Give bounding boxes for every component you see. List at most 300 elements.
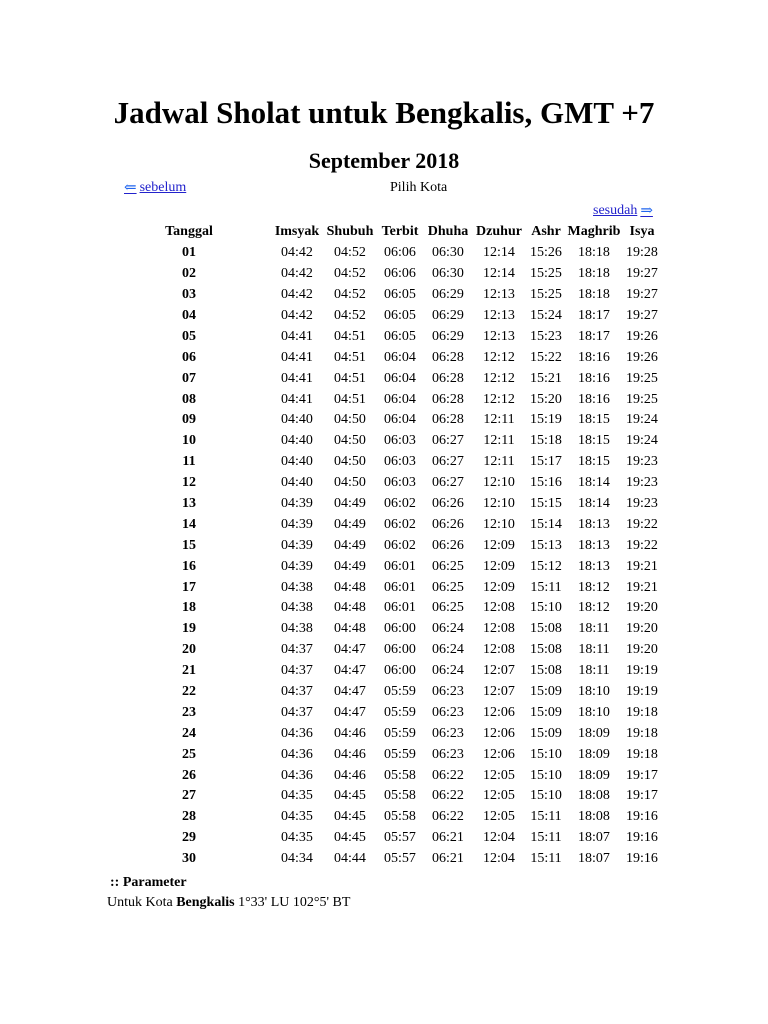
time-cell: 12:09 (483, 558, 515, 574)
time-cell: 06:00 (384, 621, 416, 637)
time-cell: 18:14 (578, 475, 610, 491)
time-cell: 15:08 (530, 642, 562, 658)
time-cell: 15:23 (530, 328, 562, 344)
row-spacer (230, 849, 270, 870)
time-cell: 04:46 (334, 767, 366, 783)
time-cell: 04:35 (281, 830, 313, 846)
time-cell: 19:20 (626, 600, 658, 616)
row-spacer (230, 702, 270, 723)
time-cell: 12:06 (483, 725, 515, 741)
time-cell: 15:15 (530, 496, 562, 512)
row-spacer (230, 306, 270, 327)
time-cell: 19:22 (626, 537, 658, 553)
date-cell: 03 (182, 287, 196, 303)
time-cell: 04:40 (281, 475, 313, 491)
time-cell: 04:42 (281, 308, 313, 323)
time-cell: 04:38 (281, 621, 313, 637)
prayer-times-table (148, 222, 662, 870)
time-cell: 04:42 (281, 245, 313, 261)
row-spacer (230, 661, 270, 682)
time-cell: 06:29 (432, 308, 464, 323)
time-cell: 04:45 (334, 809, 366, 825)
time-cell: 04:50 (334, 433, 366, 449)
time-cell: 06:04 (384, 349, 416, 365)
time-cell: 19:20 (626, 642, 658, 658)
time-cell: 12:14 (483, 245, 515, 261)
time-cell: 06:24 (432, 663, 464, 679)
time-cell: 04:39 (281, 516, 313, 532)
time-cell: 04:48 (334, 579, 366, 595)
time-cell: 04:35 (281, 788, 313, 804)
time-cell: 06:06 (384, 266, 416, 282)
time-cell: 06:01 (384, 600, 416, 616)
time-cell: 15:17 (530, 454, 562, 470)
time-cell: 15:19 (530, 412, 562, 428)
parameter-coords: 1°33' LU 102°5' BT (234, 895, 351, 910)
time-cell: 15:22 (530, 349, 562, 365)
date-cell: 09 (182, 412, 196, 428)
time-cell: 12:11 (483, 412, 515, 428)
time-cell: 19:20 (626, 621, 658, 637)
time-cell: 04:36 (281, 725, 313, 741)
time-cell: 04:50 (334, 412, 366, 428)
row-spacer (230, 786, 270, 807)
time-cell: 18:16 (578, 349, 610, 365)
time-cell: 12:06 (483, 704, 515, 720)
row-spacer (230, 682, 270, 703)
date-cell: 04 (182, 308, 196, 323)
time-cell: 04:37 (281, 684, 313, 700)
time-cell: 05:58 (384, 809, 416, 825)
time-cell: 18:10 (578, 684, 610, 700)
time-cell: 04:50 (334, 475, 366, 491)
table-row (148, 306, 662, 327)
time-cell: 04:44 (334, 851, 366, 867)
time-cell: 04:38 (281, 579, 313, 595)
time-cell: 06:29 (432, 328, 464, 344)
date-cell: 22 (182, 684, 196, 700)
date-cell: 10 (182, 433, 196, 449)
table-row (148, 347, 662, 368)
table-row (148, 410, 662, 431)
row-spacer (230, 452, 270, 473)
column-header: Shubuh (326, 224, 374, 240)
time-cell: 04:52 (334, 308, 366, 323)
date-cell: 20 (182, 642, 196, 658)
time-cell: 05:58 (384, 767, 416, 783)
table-row (148, 431, 662, 452)
time-cell: 15:08 (530, 663, 562, 679)
time-cell: 06:06 (384, 245, 416, 261)
table-row (148, 682, 662, 703)
time-cell: 06:00 (384, 642, 416, 658)
time-cell: 12:05 (483, 809, 515, 825)
time-cell: 04:50 (334, 454, 366, 470)
table-row (148, 556, 662, 577)
time-cell: 06:22 (432, 767, 464, 783)
column-header: Terbit (381, 224, 419, 240)
table-row (148, 452, 662, 473)
time-cell: 06:21 (432, 830, 464, 846)
time-cell: 06:05 (384, 287, 416, 303)
time-cell: 06:22 (432, 809, 464, 825)
date-cell: 12 (182, 475, 196, 491)
time-cell: 04:49 (334, 516, 366, 532)
parameter-city: Bengkalis (176, 895, 235, 910)
table-body (148, 243, 662, 870)
row-spacer (230, 744, 270, 765)
time-cell: 04:39 (281, 537, 313, 553)
time-cell: 04:52 (334, 245, 366, 261)
date-cell: 19 (182, 621, 196, 637)
time-cell: 19:17 (626, 788, 658, 804)
column-header: Ashr (531, 224, 561, 240)
table-row (148, 473, 662, 494)
header-spacer (230, 222, 270, 243)
time-cell: 06:27 (432, 433, 464, 449)
time-cell: 15:10 (530, 746, 562, 762)
date-cell: 30 (182, 851, 196, 867)
date-cell: 14 (182, 516, 196, 532)
time-cell: 19:23 (626, 475, 658, 491)
date-cell: 06 (182, 349, 196, 365)
time-cell: 18:15 (578, 412, 610, 428)
time-cell: 06:03 (384, 433, 416, 449)
time-cell: 04:35 (281, 809, 313, 825)
time-cell: 15:10 (530, 788, 562, 804)
time-cell: 04:41 (281, 328, 313, 344)
date-cell: 05 (182, 328, 196, 344)
time-cell: 18:08 (578, 809, 610, 825)
next-month-link[interactable] (593, 202, 653, 220)
time-cell: 04:38 (281, 600, 313, 616)
date-cell: 24 (182, 725, 196, 741)
time-cell: 12:08 (483, 642, 515, 658)
table-row (148, 786, 662, 807)
table-row (148, 243, 662, 264)
time-cell: 04:40 (281, 433, 313, 449)
row-spacer (230, 640, 270, 661)
time-cell: 12:07 (483, 684, 515, 700)
time-cell: 04:52 (334, 266, 366, 282)
date-cell: 17 (182, 579, 196, 595)
time-cell: 15:24 (530, 308, 562, 323)
parameter-prefix: Untuk Kota (107, 895, 177, 910)
time-cell: 04:36 (281, 746, 313, 762)
time-cell: 19:25 (626, 370, 658, 386)
time-cell: 15:25 (530, 266, 562, 282)
time-cell: 19:19 (626, 663, 658, 679)
column-header: Isya (629, 224, 655, 240)
table-row (148, 702, 662, 723)
time-cell: 06:26 (432, 516, 464, 532)
time-cell: 12:08 (483, 621, 515, 637)
header-row (148, 222, 662, 243)
date-cell: 07 (182, 370, 196, 386)
time-cell: 06:01 (384, 579, 416, 595)
time-cell: 04:42 (281, 266, 313, 282)
time-cell: 04:36 (281, 767, 313, 783)
time-cell: 19:18 (626, 725, 658, 741)
table-row (148, 389, 662, 410)
time-cell: 18:17 (578, 308, 610, 323)
time-cell: 06:28 (432, 391, 464, 407)
time-cell: 15:26 (530, 245, 562, 261)
table-row (148, 807, 662, 828)
time-cell: 12:10 (483, 475, 515, 491)
time-cell: 19:21 (626, 558, 658, 574)
time-cell: 04:45 (334, 788, 366, 804)
time-cell: 06:05 (384, 328, 416, 344)
row-spacer (230, 264, 270, 285)
time-cell: 19:28 (626, 245, 658, 261)
row-spacer (230, 431, 270, 452)
table-row (148, 535, 662, 556)
time-cell: 05:59 (384, 684, 416, 700)
time-cell: 18:16 (578, 391, 610, 407)
time-cell: 18:11 (578, 621, 610, 637)
time-cell: 06:23 (432, 725, 464, 741)
time-cell: 04:48 (334, 600, 366, 616)
time-cell: 15:10 (530, 767, 562, 783)
time-cell: 18:09 (578, 746, 610, 762)
date-cell: 11 (182, 454, 196, 470)
time-cell: 06:02 (384, 537, 416, 553)
time-cell: 19:23 (626, 496, 658, 512)
time-cell: 04:34 (281, 851, 313, 867)
time-cell: 04:42 (281, 287, 313, 303)
table-row (148, 368, 662, 389)
time-cell: 06:25 (432, 600, 464, 616)
time-cell: 04:39 (281, 496, 313, 512)
time-cell: 19:16 (626, 830, 658, 846)
prev-month-link[interactable] (124, 179, 186, 197)
time-cell: 06:25 (432, 558, 464, 574)
time-cell: 04:40 (281, 454, 313, 470)
time-cell: 15:11 (530, 851, 562, 867)
time-cell: 15:11 (530, 579, 562, 595)
time-cell: 12:10 (483, 516, 515, 532)
time-cell: 06:23 (432, 704, 464, 720)
time-cell: 06:26 (432, 537, 464, 553)
time-cell: 04:46 (334, 725, 366, 741)
row-spacer (230, 473, 270, 494)
row-spacer (230, 514, 270, 535)
table-header (148, 222, 662, 243)
time-cell: 18:17 (578, 328, 610, 344)
time-cell: 06:28 (432, 412, 464, 428)
time-cell: 06:01 (384, 558, 416, 574)
time-cell: 19:24 (626, 433, 658, 449)
table-row (148, 264, 662, 285)
time-cell: 04:49 (334, 496, 366, 512)
table-row (148, 744, 662, 765)
time-cell: 12:06 (483, 746, 515, 762)
time-cell: 18:12 (578, 600, 610, 616)
time-cell: 06:04 (384, 391, 416, 407)
time-cell: 12:10 (483, 496, 515, 512)
column-header: Imsyak (274, 224, 320, 240)
time-cell: 19:22 (626, 516, 658, 532)
date-cell: 27 (182, 788, 196, 804)
pilih-kota-link[interactable]: Pilih Kota (390, 180, 448, 195)
table-row (148, 577, 662, 598)
row-spacer (230, 556, 270, 577)
time-cell: 19:25 (626, 391, 658, 407)
time-cell: 04:49 (334, 558, 366, 574)
time-cell: 06:04 (384, 370, 416, 386)
time-cell: 18:14 (578, 496, 610, 512)
arrow-right-icon: ⇒ (640, 203, 653, 219)
time-cell: 18:16 (578, 370, 610, 386)
time-cell: 12:09 (483, 537, 515, 553)
time-cell: 06:24 (432, 642, 464, 658)
row-spacer (230, 619, 270, 640)
time-cell: 18:11 (578, 663, 610, 679)
time-cell: 18:13 (578, 558, 610, 574)
row-spacer (230, 723, 270, 744)
time-cell: 19:16 (626, 809, 658, 825)
time-cell: 19:27 (626, 287, 658, 303)
time-cell: 06:03 (384, 454, 416, 470)
time-cell: 12:12 (483, 370, 515, 386)
row-spacer (230, 326, 270, 347)
time-cell: 04:40 (281, 412, 313, 428)
time-cell: 12:11 (483, 433, 515, 449)
time-cell: 06:02 (384, 516, 416, 532)
time-cell: 15:14 (530, 516, 562, 532)
table-row (148, 828, 662, 849)
table-row (148, 619, 662, 640)
table-row (148, 514, 662, 535)
time-cell: 15:10 (530, 600, 562, 616)
time-cell: 05:59 (384, 725, 416, 741)
time-cell: 18:10 (578, 704, 610, 720)
time-cell: 18:13 (578, 537, 610, 553)
time-cell: 12:04 (483, 851, 515, 867)
time-cell: 15:21 (530, 370, 562, 386)
date-cell: 25 (182, 746, 196, 762)
row-spacer (230, 828, 270, 849)
date-cell: 23 (182, 704, 196, 720)
column-header: Dzuhur (476, 224, 522, 240)
parameter-title: :: Parameter (110, 875, 187, 890)
time-cell: 19:23 (626, 454, 658, 470)
next-month-label: sesudah (593, 203, 638, 218)
time-cell: 12:07 (483, 663, 515, 679)
time-cell: 06:21 (432, 851, 464, 867)
time-cell: 06:00 (384, 663, 416, 679)
time-cell: 15:12 (530, 558, 562, 574)
time-cell: 15:20 (530, 391, 562, 407)
time-cell: 04:51 (334, 349, 366, 365)
time-cell: 19:27 (626, 266, 658, 282)
column-header: Maghrib (567, 224, 621, 240)
time-cell: 12:13 (483, 287, 515, 303)
time-cell: 19:16 (626, 851, 658, 867)
time-cell: 12:08 (483, 600, 515, 616)
time-cell: 18:07 (578, 830, 610, 846)
row-spacer (230, 368, 270, 389)
time-cell: 15:25 (530, 287, 562, 303)
date-cell: 13 (182, 496, 196, 512)
time-cell: 04:47 (334, 663, 366, 679)
time-cell: 18:09 (578, 767, 610, 783)
time-cell: 05:58 (384, 788, 416, 804)
time-cell: 18:15 (578, 433, 610, 449)
time-cell: 12:13 (483, 328, 515, 344)
table-row (148, 285, 662, 306)
time-cell: 18:15 (578, 454, 610, 470)
time-cell: 06:30 (432, 266, 464, 282)
time-cell: 04:39 (281, 558, 313, 574)
time-cell: 18:08 (578, 788, 610, 804)
time-cell: 18:13 (578, 516, 610, 532)
time-cell: 04:45 (334, 830, 366, 846)
time-cell: 04:51 (334, 370, 366, 386)
time-cell: 19:24 (626, 412, 658, 428)
time-cell: 19:18 (626, 704, 658, 720)
date-cell: 21 (182, 663, 196, 679)
time-cell: 12:12 (483, 349, 515, 365)
date-cell: 08 (182, 391, 196, 407)
time-cell: 06:23 (432, 746, 464, 762)
row-spacer (230, 285, 270, 306)
time-cell: 15:09 (530, 725, 562, 741)
time-cell: 05:57 (384, 830, 416, 846)
time-cell: 12:05 (483, 788, 515, 804)
time-cell: 06:22 (432, 788, 464, 804)
time-cell: 04:41 (281, 370, 313, 386)
time-cell: 18:09 (578, 725, 610, 741)
time-cell: 12:14 (483, 266, 515, 282)
row-spacer (230, 410, 270, 431)
time-cell: 15:13 (530, 537, 562, 553)
time-cell: 18:18 (578, 245, 610, 261)
arrow-left-icon: ⇐ (124, 180, 137, 196)
row-spacer (230, 494, 270, 515)
table-row (148, 661, 662, 682)
time-cell: 04:37 (281, 642, 313, 658)
date-cell: 29 (182, 830, 196, 846)
time-cell: 05:57 (384, 851, 416, 867)
date-cell: 02 (182, 266, 196, 282)
table-row (148, 640, 662, 661)
row-spacer (230, 347, 270, 368)
time-cell: 18:12 (578, 579, 610, 595)
row-spacer (230, 389, 270, 410)
time-cell: 04:52 (334, 287, 366, 303)
time-cell: 05:59 (384, 746, 416, 762)
time-cell: 06:02 (384, 496, 416, 512)
time-cell: 06:05 (384, 308, 416, 323)
parameter-text (107, 894, 350, 912)
table-row (148, 326, 662, 347)
time-cell: 04:41 (281, 349, 313, 365)
time-cell: 06:25 (432, 579, 464, 595)
time-cell: 04:49 (334, 537, 366, 553)
time-cell: 06:27 (432, 475, 464, 491)
column-header: Dhuha (427, 224, 469, 240)
time-cell: 19:26 (626, 349, 658, 365)
time-cell: 06:23 (432, 684, 464, 700)
time-cell: 15:11 (530, 830, 562, 846)
table-row (148, 598, 662, 619)
time-cell: 06:04 (384, 412, 416, 428)
table-row (148, 849, 662, 870)
time-cell: 12:13 (483, 308, 515, 323)
time-cell: 19:21 (626, 579, 658, 595)
